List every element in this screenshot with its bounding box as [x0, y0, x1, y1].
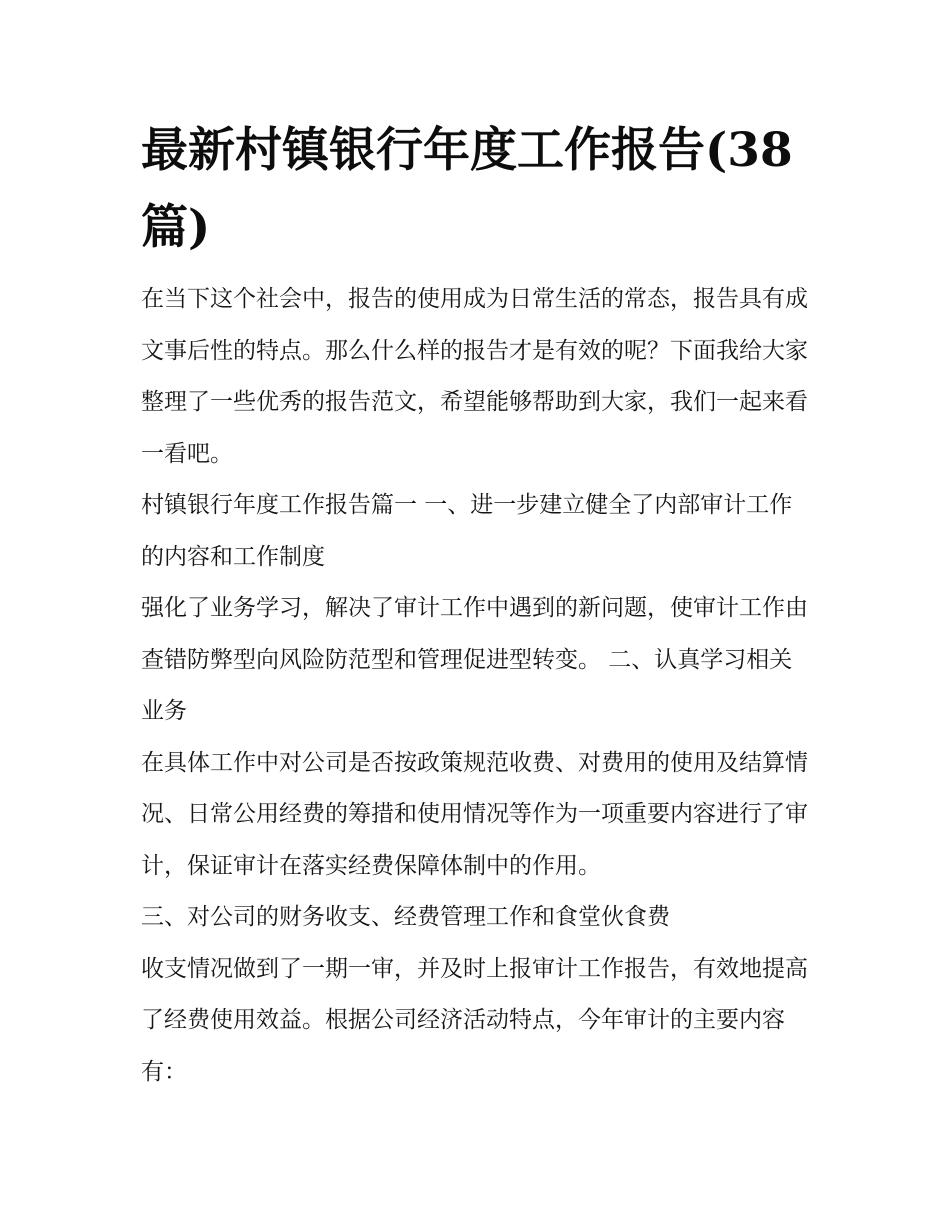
body-paragraph: 强化了业务学习，解决了审计工作中遇到的新问题，使审计工作由查错防弊型向风险防范型和管理促进型转变。 二、认真学习相关业务 — [141, 595, 808, 724]
body-paragraph: 在具体工作中对公司是否按政策规范收费、对费用的使用及结算情况、日常公用经费的筹措和使用情况等作为一项重要内容进行了审计，保证审计在落实经费保障体制中的作用。 — [141, 749, 808, 879]
section-heading-paragraph: 三、对公司的财务收支、经费管理工作和食堂伙食费 — [141, 904, 670, 930]
section-heading-paragraph: 村镇银行年度工作报告篇一 一、进一步建立健全了内部审计工作的内容和工作制度 — [141, 492, 793, 570]
title-block — [141, 112, 813, 266]
intro-paragraph: 在当下这个社会中，报告的使用成为日常生活的常态，报告具有成文事后性的特点。那么什么样的报告才是有效的呢？下面我给大家整理了一些优秀的报告范文，希望能够帮助到大家，我们一起来看一看吧。 — [141, 286, 808, 467]
document-title: 最新村镇银行年度工作报告(38篇) — [141, 123, 793, 255]
document-body — [141, 112, 813, 1098]
body-paragraph: 收支情况做到了一期一审，并及时上报审计工作报告，有效地提高了经费使用效益。根据公司经济活动特点，今年审计的主要内容有： — [141, 955, 808, 1085]
